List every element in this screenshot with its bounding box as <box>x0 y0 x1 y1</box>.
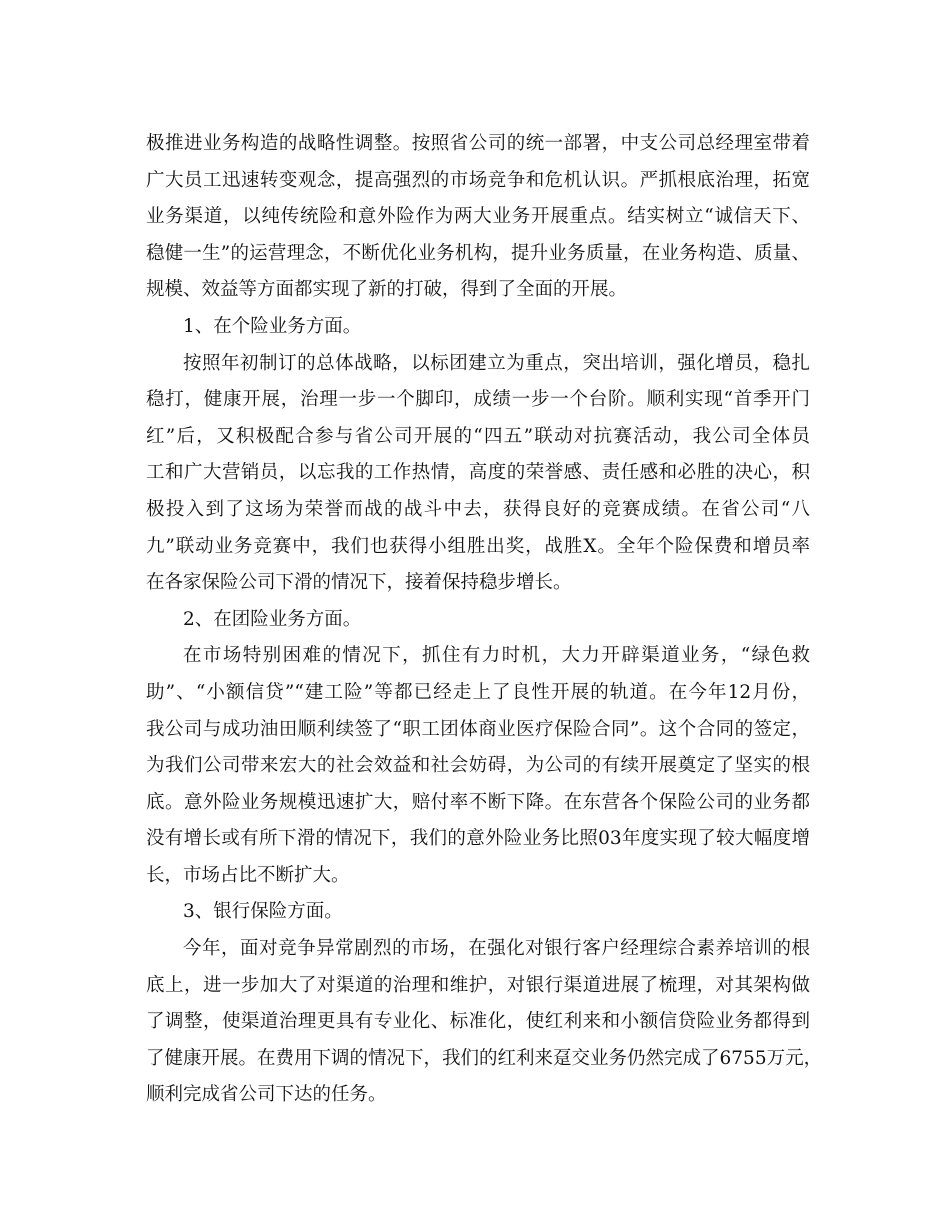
text-line: 长，市场占比不断扩大。 <box>146 864 350 886</box>
document-body <box>146 126 823 1114</box>
text-line: 九”联动业务竞赛中，我们也获得小组胜出奖，战胜X。全年个险保费和增员率 <box>146 535 810 557</box>
text-line: 极投入到了这场为荣誉而战的战斗中去，获得良好的竞赛成绩。在省公司“八 <box>146 498 810 520</box>
text-line: 工和广大营销员，以忘我的工作热情，高度的荣誉感、责任感和必胜的决心，积 <box>146 462 810 484</box>
text-line: 极推进业务构造的战略性调整。按照省公司的统一部署，中支公司总经理室带着 <box>146 133 810 154</box>
text-line: 今年，面对竞争异常剧烈的市场，在强化对银行客户经理综合素养培训的根 <box>183 938 810 960</box>
text-line: 顺利完成省公司下达的任务。 <box>146 1084 387 1106</box>
text-line: 没有增长或有所下滑的情况下，我们的意外险业务比照03年度实现了较大幅度增 <box>146 828 810 850</box>
text-line: 3、银行保险方面。 <box>183 901 343 923</box>
text-line: 2、在团险业务方面。 <box>183 608 362 630</box>
text-line: 1、在个险业务方面。 <box>183 315 362 337</box>
text-line: 红”后，又积极配合参与省公司开展的“四五”联动对抗赛活动，我公司全体员 <box>146 425 810 447</box>
text-line: 在市场特别困难的情况下，抓住有力时机，大力开辟渠道业务，“绿色救 <box>183 645 810 667</box>
text-line: 我公司与成功油田顺利续签了“职工团体商业医疗保险合同”。这个合同的签定， <box>146 718 810 740</box>
text-line: 稳打，健康开展，治理一步一个脚印，成绩一步一个台阶。顺利实现“首季开门 <box>146 389 810 411</box>
text-line: 了健康开展。在费用下调的情况下，我们的红利来趸交业务仍然完成了6755万元， <box>146 1047 823 1069</box>
text-line: 稳健一生”的运营理念，不断优化业务机构，提升业务质量，在业务构造、质量、 <box>146 242 810 264</box>
text-line: 按照年初制订的总体战略，以标团建立为重点，突出培训，强化增员，稳扎 <box>183 352 810 374</box>
text-line: 业务渠道，以纯传统险和意外险作为两大业务开展重点。结实树立“诚信天下、 <box>146 206 810 228</box>
text-line: 在各家保险公司下滑的情况下，接着保持稳步增长。 <box>146 572 572 594</box>
text-line: 规模、效益等方面都实现了新的打破，得到了全面的开展。 <box>146 279 628 301</box>
text-line: 底上，进一步加大了对渠道的治理和维护，对银行渠道进展了梳理，对其架构做 <box>146 974 810 996</box>
text-line: 底。意外险业务规模迅速扩大，赔付率不断下降。在东营各个保险公司的业务都 <box>146 791 810 813</box>
text-line: 助”、“小额信贷”“建工险”等都已经走上了良性开展的轨道。在今年12月份， <box>146 681 810 703</box>
text-line: 了调整，使渠道治理更具有专业化、标准化，使红利来和小额信贷险业务都得到 <box>146 1011 810 1033</box>
text-line: 广大员工迅速转变观念，提高强烈的市场竞争和危机认识。严抓根底治理，拓宽 <box>146 169 810 191</box>
text-line: 为我们公司带来宏大的社会效益和社会妨碍，为公司的有续开展奠定了坚实的根 <box>146 755 810 777</box>
